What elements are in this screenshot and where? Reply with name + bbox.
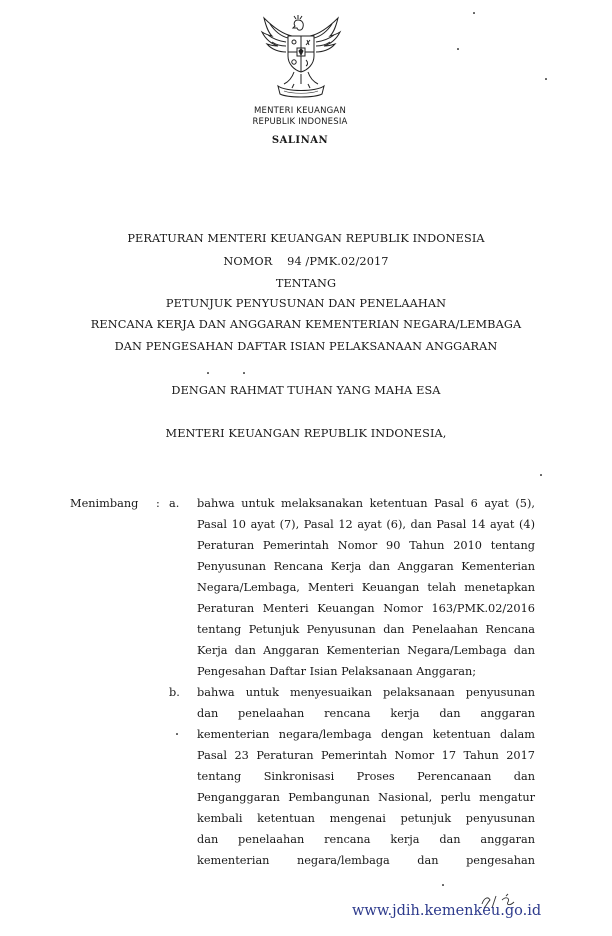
regulation-number: NOMOR 94 /PMK.02/2017 bbox=[223, 255, 389, 268]
menimbang-label: Menimbang bbox=[70, 497, 139, 510]
item-b-line: kementerian negara/lembaga dengan ketentuan dalam bbox=[197, 728, 535, 741]
item-a-line: Pengesahan Daftar Isian Pelaksanaan Anggaran; bbox=[197, 665, 477, 678]
scan-speck bbox=[545, 78, 547, 80]
item-b-line: Pasal 23 Peraturan Pemerintah Nomor 17 Tahun 2017 bbox=[197, 749, 535, 762]
menimbang-colon: : bbox=[156, 497, 160, 510]
scan-speck bbox=[207, 372, 209, 374]
item-a-label: a. bbox=[169, 497, 180, 510]
item-b-line: kementerian negara/lembaga dan pengesahan bbox=[197, 854, 535, 867]
item-b-line: kembali ketentuan mengenai petunjuk penyusunan bbox=[197, 812, 535, 825]
item-b-line: tentang Sinkronisasi Proses Perencanaan dan bbox=[197, 770, 535, 783]
item-b-line: bahwa untuk menyesuaikan pelaksanaan penyusunan bbox=[197, 686, 535, 699]
scan-speck bbox=[243, 372, 245, 374]
item-a-line: Kerja dan Anggaran Kementerian Negara/Lembaga dan bbox=[197, 644, 535, 657]
item-a-line: Pasal 10 ayat (7), Pasal 12 ayat (6), dan Pasal 14 ayat (4) bbox=[197, 518, 535, 531]
item-a-line: Negara/Lembaga, Menteri Keuangan telah menetapkan bbox=[197, 581, 535, 594]
item-b-line: Penganggaran Pembangunan Nasional, perlu mengatur bbox=[197, 791, 535, 804]
scan-speck bbox=[540, 474, 542, 476]
scan-speck bbox=[176, 733, 178, 735]
item-a-line: Penyusunan Rencana Kerja dan Anggaran Kementerian bbox=[197, 560, 535, 573]
scan-speck bbox=[442, 884, 444, 886]
item-a-line: bahwa untuk melaksanakan ketentuan Pasal 6 ayat (5), bbox=[197, 497, 535, 510]
item-b-line: dan penelaahan rencana kerja dan anggaran bbox=[197, 707, 535, 720]
regulation-about-label: TENTANG bbox=[275, 277, 337, 290]
item-b-line: dan penelaahan rencana kerja dan anggaran bbox=[197, 833, 535, 846]
ministry-name-line1: MENTERI KEUANGAN bbox=[253, 106, 347, 116]
item-a-line: tentang Petunjuk Penyusunan dan Penelaahan Rencana bbox=[197, 623, 535, 636]
scan-speck bbox=[457, 48, 459, 50]
ministry-name-line2: REPUBLIK INDONESIA bbox=[252, 117, 348, 127]
regulation-subject-line2: RENCANA KERJA DAN ANGGARAN KEMENTERIAN NEGARA/LEMBAGA bbox=[90, 318, 522, 331]
item-a-line: Peraturan Menteri Keuangan Nomor 163/PMK.02/2016 bbox=[197, 602, 535, 615]
regulation-title: PERATURAN MENTERI KEUANGAN REPUBLIK INDONESIA bbox=[127, 232, 485, 245]
garuda-emblem-icon bbox=[258, 14, 344, 100]
regulation-subject-line1: PETUNJUK PENYUSUNAN DAN PENELAAHAN bbox=[165, 297, 447, 310]
jdih-website-link[interactable]: www.jdih.kemenkeu.go.id bbox=[352, 903, 542, 919]
blessing-line: DENGAN RAHMAT TUHAN YANG MAHA ESA bbox=[171, 384, 441, 397]
copy-mark: SALINAN bbox=[271, 135, 329, 146]
scan-speck bbox=[473, 12, 475, 14]
regulation-subject-line3: DAN PENGESAHAN DAFTAR ISIAN PELAKSANAAN ANGGARAN bbox=[114, 340, 498, 353]
item-a-line: Peraturan Pemerintah Nomor 90 Tahun 2010 tentang bbox=[197, 539, 535, 552]
item-b-label: b. bbox=[169, 686, 180, 699]
minister-line: MENTERI KEUANGAN REPUBLIK INDONESIA, bbox=[165, 427, 447, 440]
